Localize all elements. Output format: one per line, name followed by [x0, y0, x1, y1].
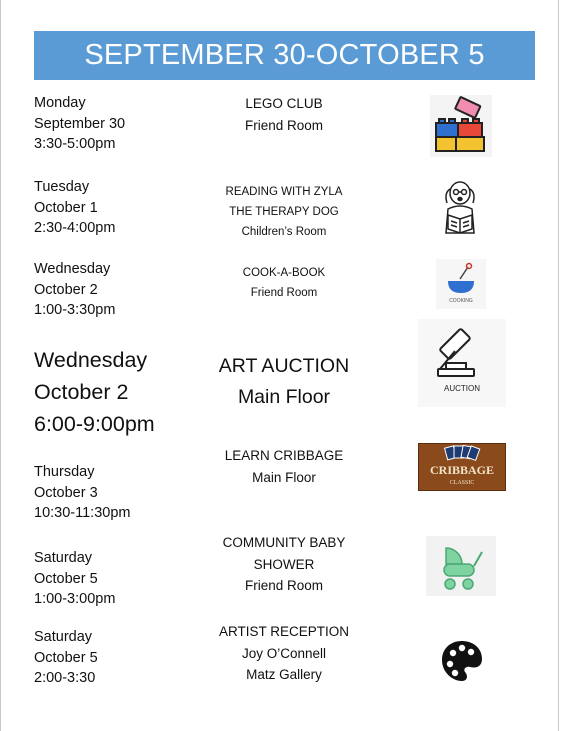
event-when	[34, 548, 204, 610]
cribbage-board-icon	[418, 443, 506, 496]
event-when	[34, 344, 204, 440]
event-what	[205, 621, 363, 686]
event-day: Wednesday	[34, 348, 148, 372]
event-when	[34, 627, 204, 689]
event-when	[34, 93, 204, 155]
event-day: Monday	[34, 95, 86, 111]
event-time: 1:00-3:00pm	[34, 591, 116, 607]
event-date: October 5	[34, 570, 98, 587]
svg-text:CLASSIC: CLASSIC	[449, 480, 475, 486]
event-time: 10:30-11:30pm	[34, 505, 131, 521]
event-date: October 3	[34, 484, 98, 501]
event-location: Friend Room	[250, 287, 318, 299]
event-what	[205, 263, 363, 303]
event-time: 1:00-3:30pm	[34, 302, 116, 318]
cooking-bowl-icon	[436, 259, 486, 314]
event-date: October 2	[34, 380, 129, 404]
event-location: Matz Gallery	[246, 667, 322, 682]
event-location: Friend Room	[244, 117, 324, 133]
event-location: Main Floor	[237, 386, 331, 408]
event-date: October 2	[34, 281, 98, 298]
event-date: October 1	[34, 199, 98, 216]
svg-text:AUCTION: AUCTION	[444, 384, 480, 393]
event-when	[34, 259, 204, 321]
event-name-line2: SHOWER	[253, 556, 315, 572]
event-name: READING WITH ZYLA	[225, 186, 343, 198]
event-name: LEGO CLUB	[245, 96, 323, 111]
baby-stroller-icon	[426, 536, 496, 601]
svg-text:COOKING: COOKING	[449, 298, 473, 304]
paint-palette-icon	[440, 639, 484, 688]
event-date: September 30	[34, 115, 126, 132]
event-day: Wednesday	[34, 261, 111, 277]
event-name: LEARN CRIBBAGE	[224, 448, 344, 463]
event-day: Saturday	[34, 629, 93, 645]
event-time: 6:00-9:00pm	[34, 412, 155, 436]
event-time: 2:30-4:00pm	[34, 220, 116, 236]
event-name: COMMUNITY BABY	[222, 535, 346, 550]
event-location: Friend Room	[244, 578, 324, 593]
event-what	[205, 93, 363, 136]
event-name: ART AUCTION	[218, 355, 350, 377]
event-location: Main Floor	[252, 469, 316, 485]
lego-bricks-icon	[430, 95, 492, 162]
event-name: COOK-A-BOOK	[242, 267, 326, 279]
svg-text:CRIBBAGE: CRIBBAGE	[429, 463, 495, 477]
event-when	[34, 177, 204, 239]
event-date: October 5	[34, 649, 98, 666]
event-name-line2: THE THERAPY DOG	[229, 206, 339, 218]
event-what	[205, 351, 363, 413]
event-day: Saturday	[34, 550, 93, 566]
event-what	[205, 182, 363, 242]
event-name-line2: Joy O’Connell	[241, 645, 327, 661]
reading-dog-icon	[440, 179, 480, 244]
page-title: SEPTEMBER 30-OCTOBER 5	[34, 31, 535, 80]
event-name: ARTIST RECEPTION	[218, 624, 350, 639]
event-what	[205, 532, 363, 597]
event-time: 2:00-3:30	[34, 670, 96, 686]
event-day: Thursday	[34, 464, 95, 480]
event-day: Tuesday	[34, 179, 90, 195]
event-when	[34, 462, 204, 524]
event-location: Children’s Room	[241, 226, 327, 238]
auction-gavel-icon	[418, 319, 506, 412]
event-time: 3:30-5:00pm	[34, 136, 116, 152]
event-what	[205, 445, 363, 488]
